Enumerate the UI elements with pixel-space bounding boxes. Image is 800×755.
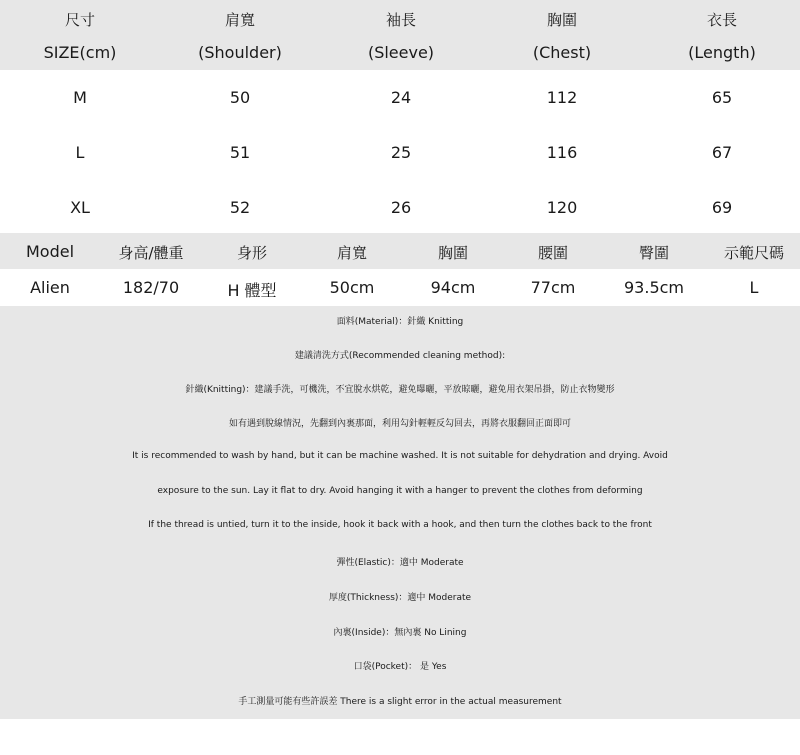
row-chest: 120 — [546, 198, 578, 217]
row-chest: 112 — [546, 88, 578, 107]
model-data-row — [0, 278, 800, 298]
model-header-sample-size: 示範尺碼 — [723, 244, 785, 262]
cleaning-en-line-3: If the thread is untied, turn it to the inside, hook it back with a hook, and then turn the clothes back to the front — [148, 520, 652, 530]
model-header-row — [0, 242, 800, 262]
cleaning-heading: 建議清洗方式(Recommended cleaning method): — [294, 351, 506, 361]
cleaning-zh-line-1: 針織(Knitting)：建議手洗，可機洗，不宜脫水烘乾，避免曝曬，平放晾曬，避免用衣架吊掛，防止衣物變形 — [185, 385, 615, 395]
model-body-type: H 體型 — [227, 281, 277, 300]
row-shoulder: 51 — [229, 143, 251, 162]
model-header-hip: 臀圍 — [638, 244, 670, 262]
model-name: Alien — [30, 278, 70, 297]
thickness-line: 厚度(Thickness)：適中 Moderate — [328, 593, 472, 603]
model-hip: 93.5cm — [623, 278, 685, 297]
header-shoulder-zh: 肩寬 — [224, 11, 256, 29]
model-header-shoulder: 肩寬 — [336, 244, 368, 262]
model-sample-size: L — [749, 278, 759, 297]
model-waist: 77cm — [530, 278, 576, 297]
header-chest-zh: 胸圍 — [546, 11, 578, 29]
size-header-zh-row — [0, 9, 800, 29]
row-length: 69 — [711, 198, 733, 217]
model-header-body-type: 身形 — [236, 244, 268, 262]
row-size: L — [75, 143, 85, 162]
header-sleeve-en: (Sleeve) — [367, 43, 435, 62]
row-sleeve: 25 — [390, 143, 412, 162]
cleaning-en-line-2: exposure to the sun. Lay it flat to dry. Avoid hanging it with a hanger to prevent the clothes from deforming — [157, 486, 643, 496]
header-chest-en: (Chest) — [532, 43, 592, 62]
material-line: 面料(Material)：針織 Knitting — [336, 317, 464, 327]
model-header-waist: 腰圍 — [537, 244, 569, 262]
row-size: M — [73, 88, 87, 107]
measurement-error-note: 手工測量可能有些許誤差 There is a slight error in the actual measurement — [238, 697, 562, 707]
table-row — [0, 143, 800, 163]
row-shoulder: 50 — [229, 88, 251, 107]
model-header-model: Model — [25, 242, 75, 261]
header-length-en: (Length) — [688, 43, 756, 62]
inside-line: 內裏(Inside)：無內裏 No Lining — [333, 628, 467, 638]
model-chest: 94cm — [430, 278, 476, 297]
elastic-line: 彈性(Elastic)：適中 Moderate — [336, 558, 464, 568]
row-chest: 116 — [546, 143, 578, 162]
size-header-en-row — [0, 43, 800, 63]
cleaning-en-line-1: It is recommended to wash by hand, but it can be machine washed. It is not suitable for dehydration and drying. Avoid — [132, 451, 668, 461]
header-size-zh: 尺寸 — [64, 11, 96, 29]
pocket-line: 口袋(Pocket)： 是 Yes — [353, 662, 447, 672]
model-header-chest: 胸圍 — [437, 244, 469, 262]
model-shoulder: 50cm — [329, 278, 375, 297]
model-height-weight: 182/70 — [122, 278, 180, 297]
table-row — [0, 198, 800, 218]
cleaning-zh-line-2: 如有遇到脫線情況，先翻到內裏那面，利用勾針輕輕反勾回去，再將衣服翻回正面即可 — [228, 419, 571, 429]
header-length-zh: 衣長 — [706, 11, 738, 29]
model-header-height-weight: 身高/體重 — [118, 244, 184, 262]
row-length: 67 — [711, 143, 733, 162]
header-sleeve-zh: 袖長 — [385, 11, 417, 29]
row-size: XL — [70, 198, 90, 217]
product-info-section — [0, 306, 800, 719]
header-shoulder-en: (Shoulder) — [198, 43, 282, 62]
table-row — [0, 88, 800, 108]
row-length: 65 — [711, 88, 733, 107]
row-shoulder: 52 — [229, 198, 251, 217]
row-sleeve: 26 — [390, 198, 412, 217]
header-size-en: SIZE(cm) — [43, 43, 117, 62]
row-sleeve: 24 — [390, 88, 412, 107]
